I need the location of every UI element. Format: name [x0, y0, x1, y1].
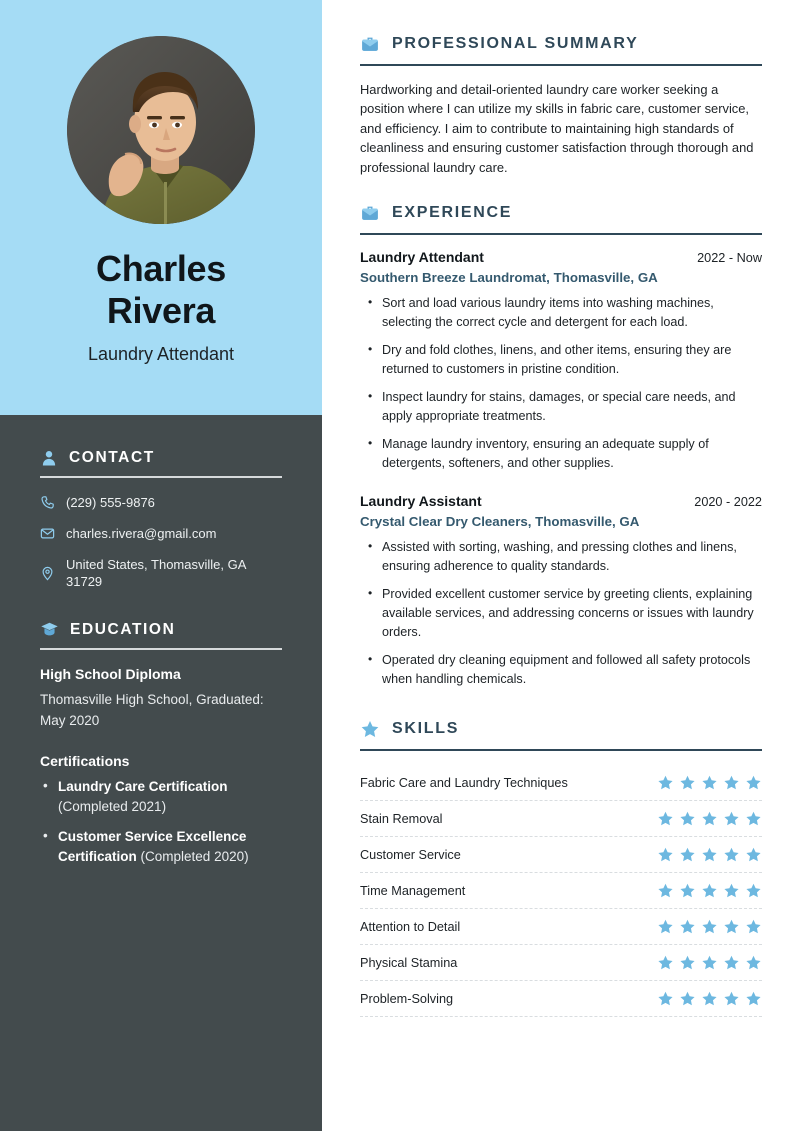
table-row: [360, 801, 762, 837]
main-content: [322, 0, 800, 1131]
skill-name: Problem-Solving: [360, 991, 454, 1006]
contact-email-value: charles.rivera@gmail.com: [66, 526, 217, 541]
skill-name: Fabric Care and Laundry Techniques: [360, 775, 568, 790]
portrait-photo-icon: [67, 36, 255, 224]
contact-location-row[interactable]: [40, 556, 282, 590]
skill-rating: [657, 846, 762, 863]
star-icon: [657, 990, 674, 1007]
summary-text: Hardworking and detail-oriented laundry care worker seeking a position where I can utilize my skills in fabric care, customer service, and efficiency. I aim to contribute to maintaining high standards of cleanliness and ensuring customer satisfaction through thorough and professional laundry care.: [360, 82, 754, 175]
star-icon: [745, 774, 762, 791]
certification-detail: (Completed 2021): [58, 799, 167, 814]
star-icon: [679, 810, 696, 827]
skills-section: [360, 719, 762, 1017]
education-header: [40, 620, 282, 639]
summary-divider: [360, 64, 762, 66]
avatar: [67, 36, 255, 224]
star-icon: [701, 918, 718, 935]
table-row: [360, 837, 762, 873]
list-item: • Dry and fold clothes, linens, and other items, ensuring they are returned to customers in pristine condition.: [360, 341, 762, 379]
star-icon: [745, 918, 762, 935]
list-item: [56, 777, 282, 817]
education-heading: EDUCATION: [70, 620, 176, 638]
star-icon: [360, 719, 380, 739]
table-row: [360, 945, 762, 981]
list-item: • Sort and load various laundry items into washing machines, selecting the correct cycle and detergent for each load.: [360, 294, 762, 332]
person-icon: [40, 449, 58, 467]
summary-header: [360, 34, 762, 54]
table-row: [360, 909, 762, 945]
sidebar: [0, 0, 322, 1131]
contact-section: [40, 449, 282, 590]
star-icon: [679, 882, 696, 899]
experience-bullets: [360, 538, 762, 689]
experience-item-headline: [360, 493, 762, 509]
star-icon: [657, 954, 674, 971]
star-icon: [723, 774, 740, 791]
star-icon: [701, 882, 718, 899]
star-icon: [723, 954, 740, 971]
first-name: Charles: [96, 248, 226, 289]
education-divider: [40, 648, 282, 650]
star-icon: [679, 774, 696, 791]
star-icon: [679, 918, 696, 935]
table-row: [360, 765, 762, 801]
contact-phone-row[interactable]: [40, 494, 282, 511]
briefcase-icon: [360, 34, 380, 54]
star-icon: [701, 810, 718, 827]
table-row: [360, 981, 762, 1017]
skills-list: [360, 765, 762, 1017]
location-icon: [40, 566, 55, 581]
skill-name: Physical Stamina: [360, 955, 458, 970]
star-icon: [657, 774, 674, 791]
star-icon: [723, 846, 740, 863]
certification-name: Customer Service Excellence Certification: [58, 829, 247, 864]
certification-detail: (Completed 2020): [140, 849, 249, 864]
skill-name: Time Management: [360, 883, 466, 898]
star-icon: [701, 774, 718, 791]
star-icon: [723, 918, 740, 935]
experience-item-headline: [360, 249, 762, 265]
star-icon: [745, 954, 762, 971]
list-item: • Provided excellent customer service by greeting clients, explaining available services, and addressing concerns or issues with laundry orders.: [360, 585, 762, 642]
star-icon: [723, 810, 740, 827]
experience-dates: 2020 - 2022: [694, 495, 762, 510]
skill-name: Customer Service: [360, 847, 461, 862]
star-icon: [701, 954, 718, 971]
star-icon: [701, 990, 718, 1007]
experience-item: [360, 249, 762, 473]
certification-name: Laundry Care Certification: [58, 779, 228, 794]
experience-company: Southern Breeze Laundromat, Thomasville, GA: [360, 270, 658, 286]
name-block: [70, 248, 252, 365]
full-name: [88, 248, 234, 332]
star-icon: [679, 954, 696, 971]
skills-header: [360, 719, 762, 739]
briefcase-icon: [360, 203, 380, 223]
experience-dates: 2022 - Now: [697, 251, 762, 266]
skill-rating: [657, 990, 762, 1007]
phone-icon: [40, 495, 55, 510]
experience-heading: EXPERIENCE: [392, 204, 513, 222]
star-icon: [657, 810, 674, 827]
star-icon: [723, 990, 740, 1007]
education-section: [40, 620, 282, 867]
list-item: • Manage laundry inventory, ensuring an adequate supply of detergents, softeners, and other supplies.: [360, 435, 762, 473]
contact-phone-value: (229) 555-9876: [66, 495, 155, 510]
profile-header: [0, 0, 322, 415]
list-item: • Inspect laundry for stains, damages, or special care needs, and apply appropriate treatments.: [360, 388, 762, 426]
education-school: Thomasville High School, Graduated: May 2020: [40, 692, 264, 728]
graduation-cap-icon: [40, 620, 59, 639]
star-icon: [745, 846, 762, 863]
summary-section: [360, 34, 762, 177]
skill-rating: [657, 774, 762, 791]
star-icon: [723, 882, 740, 899]
certifications-heading: Certifications: [40, 753, 130, 769]
star-icon: [657, 846, 674, 863]
star-icon: [745, 990, 762, 1007]
experience-role: Laundry Assistant: [360, 493, 482, 510]
star-icon: [701, 846, 718, 863]
star-icon: [679, 990, 696, 1007]
experience-item: [360, 493, 762, 689]
star-icon: [657, 882, 674, 899]
skill-rating: [657, 918, 762, 935]
skill-rating: [657, 882, 762, 899]
email-icon: [40, 526, 55, 541]
profile-job-title: Laundry Attendant: [87, 344, 235, 364]
skill-rating: [657, 954, 762, 971]
star-icon: [745, 810, 762, 827]
sidebar-body: [0, 415, 322, 1131]
table-row: [360, 873, 762, 909]
experience-divider: [360, 233, 762, 235]
certifications-list: [40, 777, 282, 867]
experience-section: [360, 203, 762, 689]
star-icon: [745, 882, 762, 899]
skill-rating: [657, 810, 762, 827]
contact-location-value: United States, Thomasville, GA 31729: [66, 557, 246, 589]
contact-heading: CONTACT: [69, 449, 155, 466]
contact-header: [40, 449, 282, 467]
list-item: • Operated dry cleaning equipment and followed all safety protocols when handling chemicals.: [360, 651, 762, 689]
experience-bullets: [360, 294, 762, 473]
skills-heading: SKILLS: [392, 720, 460, 738]
star-icon: [679, 846, 696, 863]
experience-company: Crystal Clear Dry Cleaners, Thomasville, GA: [360, 514, 640, 530]
experience-role: Laundry Attendant: [360, 249, 484, 266]
skill-name: Stain Removal: [360, 811, 443, 826]
experience-header: [360, 203, 762, 223]
list-item: • Assisted with sorting, washing, and pressing clothes and linens, ensuring adherence to quality standards.: [360, 538, 762, 576]
list-item: [56, 827, 282, 867]
contact-email-row[interactable]: [40, 525, 282, 542]
star-icon: [657, 918, 674, 935]
skills-divider: [360, 749, 762, 751]
contact-divider: [40, 476, 282, 478]
last-name: Rivera: [106, 290, 216, 331]
education-degree: High School Diploma: [40, 666, 181, 682]
skill-name: Attention to Detail: [360, 919, 461, 934]
summary-heading: PROFESSIONAL SUMMARY: [392, 35, 639, 52]
